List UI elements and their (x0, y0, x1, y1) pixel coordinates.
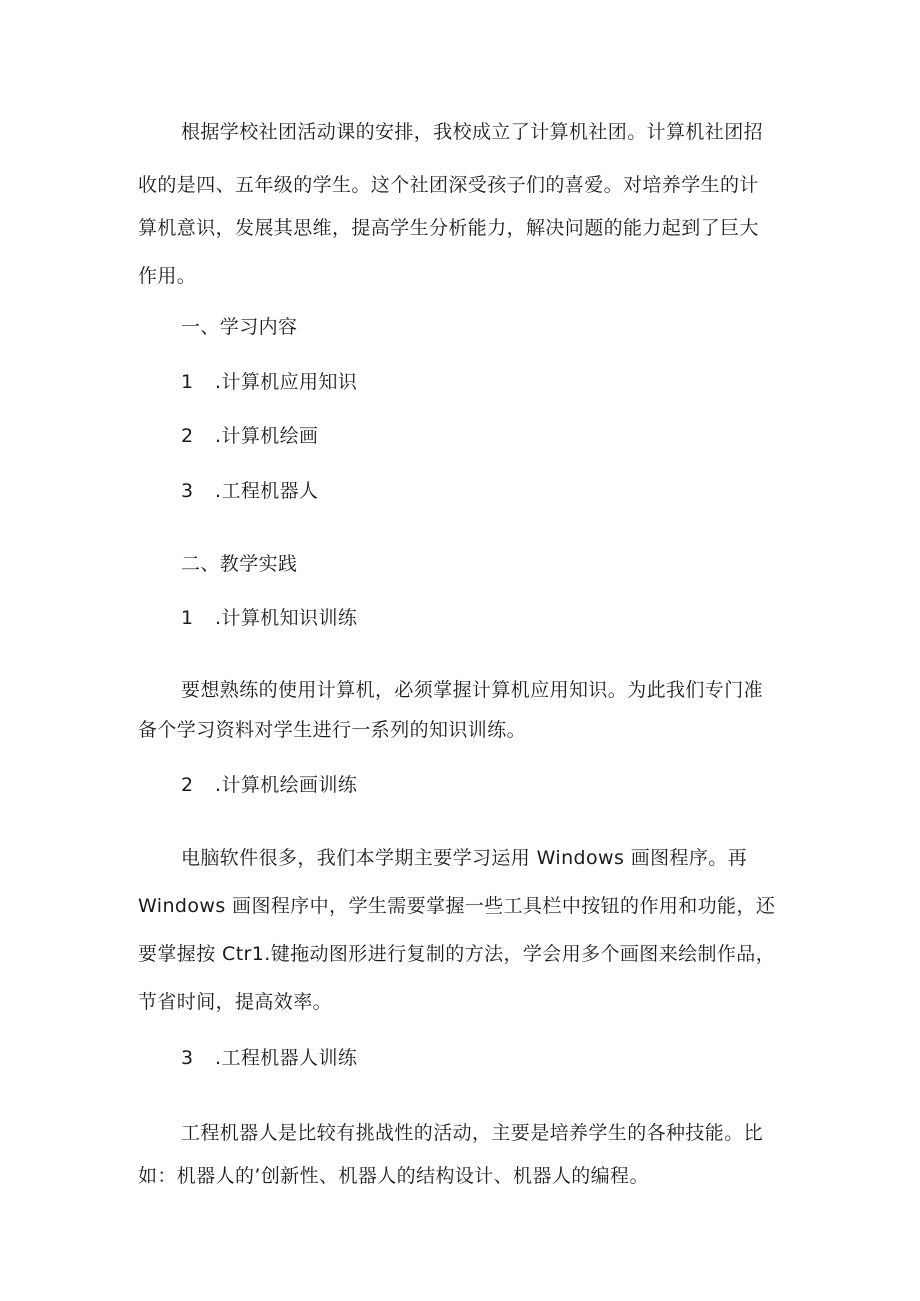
subsection-3-line-2: 如：机器人的’创新性、机器人的结构设计、机器人的编程。 (138, 1165, 649, 1187)
section-1-item-3 (181, 479, 318, 503)
subsection-title-text: .计算机知识训练 (215, 607, 358, 629)
item-text: .工程机器人 (215, 480, 319, 502)
subsection-2-line-4: 节省时间，提高效率。 (138, 991, 333, 1013)
subsection-2-line-1: 电脑软件很多，我们本学期主要学习运用 Windows 画图程序。再 (181, 847, 748, 869)
intro-line-2: 收的是四、五年级的学生。这个社团深受孩子们的喜爱。对培养学生的计 (138, 174, 759, 196)
item-number: 2 (181, 425, 194, 447)
subsection-3-title (181, 1046, 357, 1070)
subsection-1-title (181, 606, 357, 630)
subsection-1-line-1: 要想熟练的使用计算机，必须掌握计算机应用知识。为此我们专门准 (181, 679, 764, 701)
intro-line-4: 作用。 (138, 265, 197, 287)
subsection-number: 1 (181, 607, 194, 629)
item-text: .计算机应用知识 (215, 371, 358, 393)
subsection-number: 2 (181, 774, 194, 796)
item-number: 3 (181, 480, 194, 502)
subsection-title-text: .工程机器人训练 (215, 1047, 358, 1069)
section-1-item-1 (181, 370, 357, 394)
subsection-title-text: .计算机绘画训练 (215, 774, 358, 796)
section-2-heading: 二、教学实践 (181, 553, 298, 575)
subsection-1-line-2: 备个学习资料对学生进行一系列的知识训练。 (138, 719, 527, 741)
subsection-2-line-2: Windows 画图程序中，学生需要掌握一些工具栏中按钮的作用和功能，还 (138, 895, 776, 917)
subsection-2-line-3: 要掌握按 Ctr1.键拖动图形进行复制的方法，学会用多个画图来绘制作品， (138, 943, 776, 965)
section-1-heading: 一、学习内容 (181, 316, 298, 338)
subsection-3-line-1: 工程机器人是比较有挑战性的活动，主要是培养学生的各种技能。比 (181, 1122, 764, 1144)
section-1-item-2 (181, 424, 318, 448)
intro-line-1: 根据学校社团活动课的安排，我校成立了计算机社团。计算机社团招 (181, 121, 764, 143)
item-number: 1 (181, 371, 194, 393)
subsection-2-title (181, 773, 357, 797)
item-text: .计算机绘画 (215, 425, 319, 447)
intro-line-3: 算机意识，发展其思维，提高学生分析能力，解决问题的能力起到了巨大 (138, 217, 759, 239)
subsection-number: 3 (181, 1047, 194, 1069)
